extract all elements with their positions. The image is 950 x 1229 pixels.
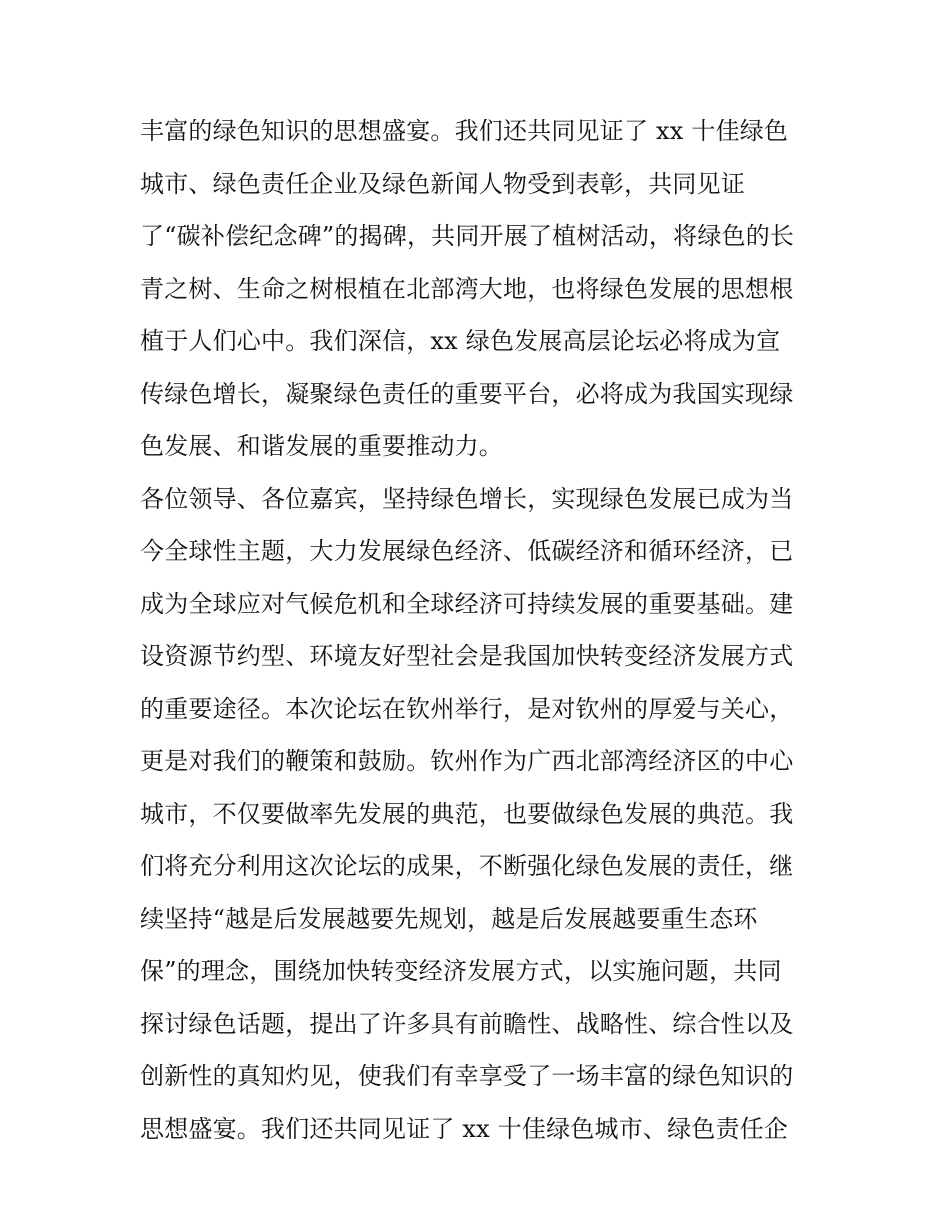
- text-line: 更是对我们的鞭策和鼓励。钦州作为广西北部湾经济区的中心: [140, 747, 794, 775]
- text-line: 的重要途径。本次论坛在钦州举行，是对钦州的厚爱与关心，: [140, 694, 794, 723]
- text-line: 探讨绿色话题，提出了许多具有前瞻性、战略性、综合性以及: [140, 1009, 794, 1038]
- text-line: 今全球性主题，大力发展绿色经济、低碳经济和循环经济，已: [140, 537, 794, 565]
- text-line: 们将充分利用这次论坛的成果，不断强化绿色发展的责任，继: [140, 852, 794, 880]
- text-line: 城市、绿色责任企业及绿色新闻人物受到表彰，共同见证: [140, 169, 745, 198]
- text-line: 保”的理念，围绕加快转变经济发展方式，以实施问题，共同: [140, 957, 782, 985]
- text-line: 设资源节约型、环境友好型社会是我国加快转变经济发展方式: [140, 642, 794, 670]
- text-line: 青之树、生命之树根植在北部湾大地，也将绿色发展的思想根: [140, 274, 794, 303]
- body-text: [140, 105, 830, 1155]
- text-line: 续坚持“越是后发展越要先规划，越是后发展越要重生态环: [140, 904, 758, 933]
- text-line: 色发展、和谐发展的重要推动力。: [140, 432, 503, 460]
- text-line: 思想盛宴。我们还共同见证了 xx 十佳绿色城市、绿色责任企: [140, 1114, 789, 1143]
- text-line: 各位领导、各位嘉宾，坚持绿色增长，实现绿色发展已成为当: [140, 484, 794, 513]
- text-line: 成为全球应对气候危机和全球经济可持续发展的重要基础。建: [140, 589, 794, 618]
- text-line: 城市，不仅要做率先发展的典范，也要做绿色发展的典范。我: [140, 799, 794, 828]
- text-line: 植于人们心中。我们深信，xx 绿色发展高层论坛必将成为宣: [140, 327, 781, 355]
- text-line: 传绿色增长，凝聚绿色责任的重要平台，必将成为我国实现绿: [140, 379, 794, 408]
- text-line: 创新性的真知灼见，使我们有幸享受了一场丰富的绿色知识的: [140, 1062, 794, 1090]
- text-line: 了“碳补偿纪念碑”的揭碑，共同开展了植树活动，将绿色的长: [140, 222, 795, 250]
- text-line: 丰富的绿色知识的思想盛宴。我们还共同见证了 xx 十佳绿色: [140, 117, 789, 145]
